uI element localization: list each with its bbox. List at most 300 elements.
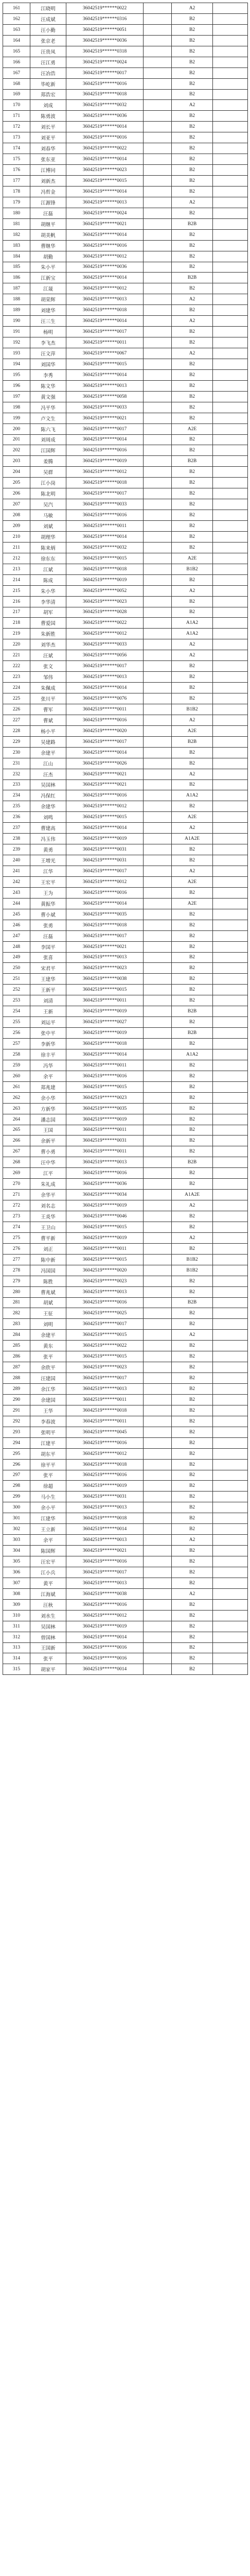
- row-number-cell: 295: [3, 1449, 30, 1460]
- empty-cell: [144, 877, 172, 888]
- id-number-cell: 36042519******0015: [66, 1222, 144, 1233]
- name-cell: 马小生: [30, 1492, 66, 1502]
- id-number-cell: 36042519******0016: [66, 1643, 144, 1654]
- license-class-cell: B2: [172, 1039, 213, 1049]
- empty-cell: [213, 57, 248, 68]
- name-cell: 王征: [30, 1308, 66, 1319]
- license-class-cell: B2: [172, 327, 213, 337]
- table-row: [3, 1028, 248, 1039]
- license-class-cell: B2: [172, 672, 213, 683]
- license-class-cell: A2: [172, 100, 213, 111]
- empty-cell: [213, 1578, 248, 1589]
- empty-cell: [213, 758, 248, 769]
- table-row: [3, 456, 248, 467]
- row-number-cell: 195: [3, 370, 30, 381]
- empty-cell: [144, 521, 172, 532]
- empty-cell: [213, 241, 248, 251]
- id-number-cell: 36042519******0013: [66, 1287, 144, 1298]
- license-class-cell: B2: [172, 1384, 213, 1395]
- license-class-cell: B2: [172, 1556, 213, 1567]
- name-cell: 刘清: [30, 995, 66, 1006]
- empty-cell: [144, 942, 172, 953]
- license-class-cell: A2: [172, 1589, 213, 1600]
- table-row: [3, 995, 248, 1006]
- license-class-cell: A2: [172, 1233, 213, 1244]
- row-number-cell: 288: [3, 1373, 30, 1384]
- empty-cell: [144, 553, 172, 564]
- empty-cell: [213, 1190, 248, 1200]
- id-number-cell: 36042519******0018: [66, 1039, 144, 1049]
- name-cell: 张东亚: [30, 154, 66, 165]
- empty-cell: [144, 467, 172, 478]
- row-number-cell: 237: [3, 823, 30, 834]
- name-cell: 王新平: [30, 985, 66, 995]
- table-row: [3, 1125, 248, 1136]
- row-number-cell: 203: [3, 456, 30, 467]
- empty-cell: [144, 575, 172, 586]
- row-number-cell: 279: [3, 1276, 30, 1287]
- name-cell: 王立新: [30, 1524, 66, 1535]
- row-number-cell: 219: [3, 629, 30, 639]
- table-row: [3, 445, 248, 456]
- empty-cell: [144, 111, 172, 122]
- license-class-cell: B2: [172, 1211, 213, 1222]
- name-cell: 胡东平: [30, 1449, 66, 1460]
- name-cell: 黄平: [30, 1578, 66, 1589]
- row-number-cell: 278: [3, 1265, 30, 1276]
- id-number-cell: 36042519******0316: [66, 14, 144, 25]
- empty-cell: [213, 488, 248, 499]
- empty-cell: [144, 1190, 172, 1200]
- name-cell: 陈勇波: [30, 111, 66, 122]
- table-row: [3, 348, 248, 359]
- license-class-cell: B2: [172, 467, 213, 478]
- id-number-cell: 36042519******0014: [66, 435, 144, 446]
- table-row: [3, 488, 248, 499]
- row-number-cell: 214: [3, 575, 30, 586]
- row-number-cell: 231: [3, 758, 30, 769]
- row-number-cell: 206: [3, 488, 30, 499]
- table-row: [3, 381, 248, 392]
- id-number-cell: 36042519******0023: [66, 1276, 144, 1287]
- id-number-cell: 36042519******0014: [66, 273, 144, 283]
- license-class-cell: B2: [172, 90, 213, 100]
- empty-cell: [213, 1330, 248, 1341]
- license-class-cell: B2: [172, 1513, 213, 1524]
- table-row: [3, 942, 248, 953]
- table-row: [3, 1006, 248, 1017]
- name-cell: 陈胜: [30, 1276, 66, 1287]
- name-cell: 徐超: [30, 1481, 66, 1492]
- empty-cell: [213, 855, 248, 866]
- empty-cell: [213, 456, 248, 467]
- empty-cell: [144, 629, 172, 639]
- license-class-cell: A2: [172, 1200, 213, 1211]
- table-row: [3, 187, 248, 197]
- license-class-cell: B2: [172, 683, 213, 693]
- license-class-cell: B2B: [172, 1006, 213, 1017]
- row-number-cell: 299: [3, 1492, 30, 1502]
- empty-cell: [144, 478, 172, 488]
- table-row: [3, 1351, 248, 1362]
- license-class-cell: B2: [172, 1567, 213, 1578]
- name-cell: 冯哲金: [30, 187, 66, 197]
- license-class-cell: A2: [172, 650, 213, 661]
- id-number-cell: 36042519******0011: [66, 1146, 144, 1157]
- id-number-cell: 36042519******0013: [66, 1384, 144, 1395]
- name-cell: 徐丰平: [30, 1049, 66, 1060]
- license-class-cell: B2: [172, 953, 213, 963]
- id-number-cell: 36042519******0031: [66, 855, 144, 866]
- license-class-cell: B2: [172, 154, 213, 165]
- table-row: [3, 143, 248, 154]
- license-class-cell: B2: [172, 963, 213, 974]
- empty-cell: [144, 899, 172, 909]
- empty-cell: [213, 672, 248, 683]
- empty-cell: [213, 359, 248, 370]
- row-number-cell: 193: [3, 348, 30, 359]
- table-row: [3, 262, 248, 273]
- table-row: [3, 1136, 248, 1146]
- table-row: [3, 1114, 248, 1125]
- id-number-cell: 36042519******0014: [66, 1049, 144, 1060]
- row-number-cell: 266: [3, 1136, 30, 1146]
- id-number-cell: 36042519******0014: [66, 532, 144, 543]
- license-class-cell: B2: [172, 25, 213, 36]
- name-cell: 张平: [30, 1470, 66, 1481]
- empty-cell: [213, 963, 248, 974]
- empty-cell: [144, 1384, 172, 1395]
- row-number-cell: 238: [3, 834, 30, 844]
- id-number-cell: 36042519******0011: [66, 1244, 144, 1255]
- name-cell: 马敏: [30, 510, 66, 521]
- id-number-cell: 36042519******0027: [66, 1017, 144, 1028]
- name-cell: 陈来炳: [30, 543, 66, 553]
- license-class-cell: B2: [172, 1222, 213, 1233]
- table-row: [3, 337, 248, 348]
- license-class-cell: B2: [172, 661, 213, 672]
- table-row: [3, 704, 248, 715]
- empty-cell: [213, 219, 248, 230]
- license-class-cell: B2: [172, 1276, 213, 1287]
- table-row: [3, 1017, 248, 1028]
- license-class-cell: B2: [172, 532, 213, 543]
- row-number-cell: 175: [3, 154, 30, 165]
- empty-cell: [144, 1093, 172, 1104]
- table-row: [3, 1653, 248, 1664]
- empty-cell: [144, 823, 172, 834]
- name-cell: 徐东东: [30, 553, 66, 564]
- license-class-cell: A1A2: [172, 790, 213, 801]
- license-class-cell: B2: [172, 1492, 213, 1502]
- name-cell: 余建平: [30, 1330, 66, 1341]
- table-row: [3, 564, 248, 575]
- table-row: [3, 1168, 248, 1179]
- empty-cell: [213, 607, 248, 618]
- name-cell: 江小岗: [30, 478, 66, 488]
- empty-cell: [213, 1513, 248, 1524]
- table-row: [3, 1255, 248, 1265]
- name-cell: 江小兵: [30, 1567, 66, 1578]
- table-row: [3, 1405, 248, 1416]
- id-number-cell: 36042519******0318: [66, 46, 144, 57]
- empty-cell: [144, 208, 172, 219]
- license-class-cell: B2: [172, 283, 213, 294]
- license-class-cell: B2: [172, 909, 213, 920]
- row-number-cell: 246: [3, 920, 30, 931]
- empty-cell: [144, 1082, 172, 1093]
- table-row: [3, 1071, 248, 1082]
- id-number-cell: 36042519******0018: [66, 1513, 144, 1524]
- empty-cell: [144, 1567, 172, 1578]
- id-number-cell: 36042519******0013: [66, 1535, 144, 1546]
- table-row: [3, 273, 248, 283]
- empty-cell: [144, 413, 172, 424]
- name-cell: 曹小勇: [30, 1146, 66, 1157]
- empty-cell: [213, 1427, 248, 1438]
- table-row: [3, 1222, 248, 1233]
- row-number-cell: 218: [3, 618, 30, 629]
- table-row: [3, 1319, 248, 1330]
- id-number-cell: 36042519******0017: [66, 1319, 144, 1330]
- id-number-cell: 36042519******0067: [66, 348, 144, 359]
- table-row: [3, 1567, 248, 1578]
- table-row: [3, 208, 248, 219]
- id-number-cell: 36042519******0016: [66, 1438, 144, 1449]
- license-class-cell: B2: [172, 1179, 213, 1190]
- id-number-cell: 36042519******0036: [66, 1179, 144, 1190]
- empty-cell: [213, 586, 248, 597]
- empty-cell: [213, 661, 248, 672]
- empty-cell: [144, 1362, 172, 1373]
- id-number-cell: 36042519******0012: [66, 877, 144, 888]
- empty-cell: [213, 575, 248, 586]
- license-class-cell: A2E: [172, 424, 213, 435]
- row-number-cell: 309: [3, 1600, 30, 1611]
- name-cell: 余欣平: [30, 1362, 66, 1373]
- license-class-cell: B2: [172, 995, 213, 1006]
- name-cell: 张平: [30, 1653, 66, 1664]
- id-number-cell: 36042519******0035: [66, 909, 144, 920]
- empty-cell: [213, 1341, 248, 1351]
- empty-cell: [144, 1244, 172, 1255]
- row-number-cell: 217: [3, 607, 30, 618]
- empty-cell: [213, 1373, 248, 1384]
- empty-cell: [144, 100, 172, 111]
- table-row: [3, 1535, 248, 1546]
- name-cell: 刘华杰: [30, 639, 66, 650]
- empty-cell: [213, 1082, 248, 1093]
- empty-cell: [144, 985, 172, 995]
- empty-cell: [144, 790, 172, 801]
- row-number-cell: 257: [3, 1039, 30, 1049]
- empty-cell: [213, 1006, 248, 1017]
- empty-cell: [144, 283, 172, 294]
- table-row: [3, 219, 248, 230]
- license-class-cell: B2: [172, 1405, 213, 1416]
- empty-cell: [144, 187, 172, 197]
- empty-cell: [144, 79, 172, 90]
- id-number-cell: 36042519******0022: [66, 143, 144, 154]
- empty-cell: [144, 1287, 172, 1298]
- row-number-cell: 212: [3, 553, 30, 564]
- id-number-cell: 36042519******0038: [66, 974, 144, 985]
- empty-cell: [213, 521, 248, 532]
- license-class-cell: B2B: [172, 219, 213, 230]
- id-number-cell: 36042519******0018: [66, 920, 144, 931]
- table-row: [3, 1460, 248, 1470]
- row-number-cell: 251: [3, 974, 30, 985]
- name-cell: 江山: [30, 758, 66, 769]
- name-cell: 胡继平: [30, 219, 66, 230]
- table-row: [3, 1589, 248, 1600]
- name-cell: 刘名志: [30, 1200, 66, 1211]
- license-class-cell: B2: [172, 1308, 213, 1319]
- row-number-cell: 211: [3, 543, 30, 553]
- empty-cell: [144, 607, 172, 618]
- name-cell: 江海斌: [30, 1589, 66, 1600]
- id-number-cell: 36042519******0036: [66, 36, 144, 46]
- table-row: [3, 1276, 248, 1287]
- table-row: [3, 478, 248, 488]
- empty-cell: [144, 1330, 172, 1341]
- empty-cell: [213, 510, 248, 521]
- name-cell: 吴国林: [30, 1621, 66, 1632]
- table-row: [3, 823, 248, 834]
- table-row: [3, 672, 248, 683]
- table-row: [3, 3, 248, 14]
- empty-cell: [144, 1481, 172, 1492]
- empty-cell: [144, 337, 172, 348]
- empty-cell: [213, 942, 248, 953]
- empty-cell: [213, 1028, 248, 1039]
- name-cell: 杨小平: [30, 726, 66, 737]
- license-class-cell: A1A2: [172, 618, 213, 629]
- empty-cell: [213, 294, 248, 305]
- id-number-cell: 36042519******0026: [66, 758, 144, 769]
- table-row: [3, 154, 248, 165]
- table-row: [3, 197, 248, 208]
- row-number-cell: 182: [3, 230, 30, 241]
- empty-cell: [144, 14, 172, 25]
- name-cell: 毕屹新: [30, 79, 66, 90]
- row-number-cell: 240: [3, 855, 30, 866]
- name-cell: 江源锋: [30, 197, 66, 208]
- row-number-cell: 256: [3, 1028, 30, 1039]
- license-class-cell: B2: [172, 597, 213, 607]
- license-class-cell: B2: [172, 801, 213, 812]
- row-number-cell: 259: [3, 1060, 30, 1071]
- table-row: [3, 392, 248, 402]
- row-number-cell: 180: [3, 208, 30, 219]
- empty-cell: [144, 176, 172, 187]
- license-class-cell: B2: [172, 1341, 213, 1351]
- table-row: [3, 1146, 248, 1157]
- empty-cell: [144, 143, 172, 154]
- id-number-cell: 36042519******0022: [66, 3, 144, 14]
- row-number-cell: 205: [3, 478, 30, 488]
- row-number-cell: 310: [3, 1611, 30, 1621]
- id-number-cell: 36042519******0019: [66, 1114, 144, 1125]
- license-class-cell: B2: [172, 1460, 213, 1470]
- name-cell: 刘国华: [30, 359, 66, 370]
- empty-cell: [144, 1611, 172, 1621]
- license-class-cell: B2: [172, 359, 213, 370]
- license-class-cell: B2: [172, 79, 213, 90]
- name-cell: 余建平: [30, 748, 66, 758]
- row-number-cell: 224: [3, 683, 30, 693]
- license-class-cell: A2E: [172, 877, 213, 888]
- empty-cell: [144, 1298, 172, 1309]
- license-class-cell: B2: [172, 1351, 213, 1362]
- empty-cell: [213, 1416, 248, 1427]
- row-number-cell: 247: [3, 931, 30, 942]
- license-class-cell: B2: [172, 1470, 213, 1481]
- table-row: [3, 176, 248, 187]
- row-number-cell: 179: [3, 197, 30, 208]
- table-row: [3, 316, 248, 327]
- id-number-cell: 36042519******0013: [66, 381, 144, 392]
- license-class-cell: B2: [172, 478, 213, 488]
- table-row: [3, 79, 248, 90]
- name-cell: 冯保红: [30, 790, 66, 801]
- row-number-cell: 232: [3, 769, 30, 780]
- row-number-cell: 297: [3, 1470, 30, 1481]
- id-number-cell: 36042519******0031: [66, 1136, 144, 1146]
- license-class-cell: B2: [172, 262, 213, 273]
- table-row: [3, 844, 248, 855]
- row-number-cell: 294: [3, 1438, 30, 1449]
- empty-cell: [144, 230, 172, 241]
- id-number-cell: 36042519******0024: [66, 208, 144, 219]
- empty-cell: [213, 327, 248, 337]
- name-cell: 张川平: [30, 693, 66, 704]
- row-number-cell: 185: [3, 262, 30, 273]
- row-number-cell: 281: [3, 1298, 30, 1309]
- empty-cell: [144, 1578, 172, 1589]
- table-row: [3, 726, 248, 737]
- id-number-cell: 36042519******0020: [66, 1265, 144, 1276]
- empty-cell: [213, 1438, 248, 1449]
- license-class-cell: B2: [172, 575, 213, 586]
- table-row: [3, 974, 248, 985]
- id-number-cell: 36042519******0023: [66, 963, 144, 974]
- id-number-cell: 36042519******0014: [66, 154, 144, 165]
- license-class-cell: B2: [172, 1168, 213, 1179]
- row-number-cell: 228: [3, 726, 30, 737]
- row-number-cell: 229: [3, 737, 30, 748]
- id-number-cell: 36042519******0013: [66, 672, 144, 683]
- table-row: [3, 1200, 248, 1211]
- license-class-cell: B2: [172, 1244, 213, 1255]
- row-number-cell: 170: [3, 100, 30, 111]
- table-row: [3, 1481, 248, 1492]
- name-cell: 汪成斌: [30, 14, 66, 25]
- empty-cell: [144, 1556, 172, 1567]
- license-class-cell: B2: [172, 488, 213, 499]
- id-number-cell: 36042519******0018: [66, 564, 144, 575]
- empty-cell: [144, 1179, 172, 1190]
- empty-cell: [144, 1039, 172, 1049]
- license-class-cell: A2E: [172, 899, 213, 909]
- empty-cell: [144, 597, 172, 607]
- empty-cell: [213, 36, 248, 46]
- table-row: [3, 230, 248, 241]
- empty-cell: [144, 683, 172, 693]
- row-number-cell: 215: [3, 586, 30, 597]
- table-row: [3, 1179, 248, 1190]
- license-class-cell: B2: [172, 748, 213, 758]
